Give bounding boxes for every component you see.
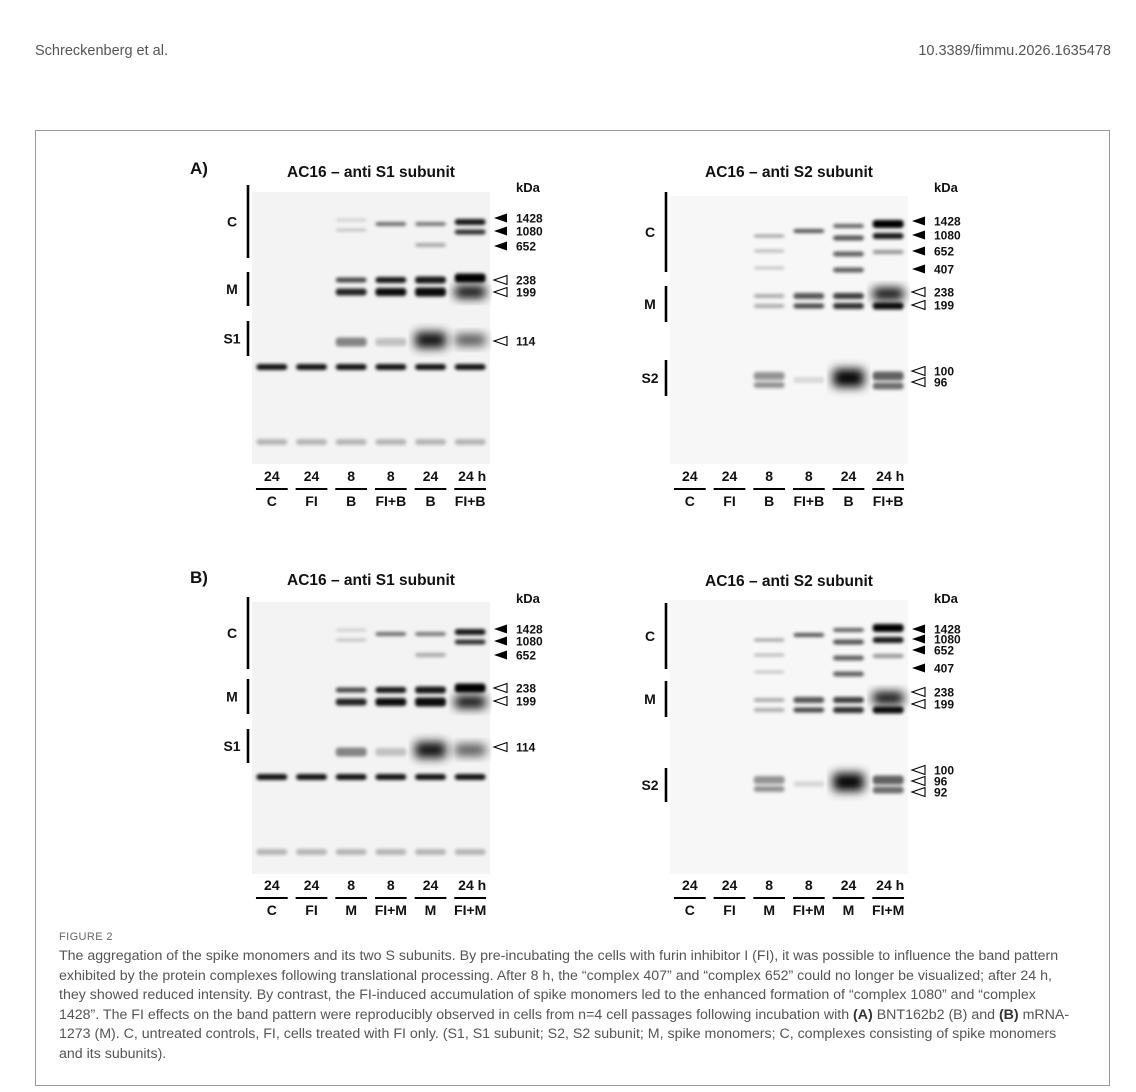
band: [793, 304, 824, 309]
band: [336, 229, 367, 232]
marker-value: 407: [934, 262, 955, 277]
marker-value: 238: [516, 681, 537, 696]
band: [833, 672, 864, 677]
band: [754, 382, 785, 388]
open-arrow-icon: [494, 276, 507, 285]
band: [336, 699, 367, 706]
lane-time: 24: [682, 468, 698, 484]
lane-time: 24 h: [876, 468, 905, 484]
lane-treatment: C: [684, 902, 695, 918]
band: [296, 364, 327, 370]
marker-value: 114: [516, 334, 536, 349]
blot-title: AC16 – anti S2 subunit: [705, 573, 873, 590]
band: [754, 250, 785, 253]
lane-time: 8: [804, 468, 813, 484]
lane-treatment: M: [842, 902, 855, 918]
blot-membrane: [670, 600, 908, 874]
filled-arrow-icon: [494, 242, 507, 251]
marker-value: 199: [934, 697, 955, 712]
band: [455, 439, 486, 445]
lane-time: 8: [765, 468, 774, 484]
band: [754, 235, 785, 238]
band: [455, 274, 486, 283]
marker-value: 652: [516, 648, 537, 663]
marker-value: 238: [934, 685, 955, 700]
band: [375, 774, 406, 780]
filled-arrow-icon: [912, 625, 925, 634]
open-arrow-icon: [912, 288, 925, 297]
lane-treatment: FI: [723, 902, 736, 918]
blot-s2: [641, 573, 961, 918]
marker-value: 652: [934, 643, 955, 658]
band: [375, 439, 406, 445]
panel-letter: A): [190, 159, 208, 178]
caption-ref-b: (B): [998, 1006, 1019, 1023]
band: [833, 252, 864, 257]
band: [415, 277, 446, 284]
kda-unit-label: kDa: [934, 180, 958, 195]
band: [336, 278, 367, 283]
blot-title: AC16 – anti S2 subunit: [705, 164, 873, 181]
band: [336, 439, 367, 445]
lane-treatment: B: [843, 493, 854, 509]
figure-caption: [59, 947, 1074, 1064]
band: [455, 774, 486, 780]
caption-text-3: mRNA-1273 (M). C, untreated controls, FI, cells treated with FI only. (S1, S1 subunit; S2, S2 subunit; M, spike monomers; C, complexes consisting of spike monomers and its subunits).: [59, 1006, 1070, 1062]
band: [754, 708, 785, 712]
band: [336, 364, 367, 370]
band: [873, 692, 904, 704]
band: [415, 742, 446, 758]
band: [336, 849, 367, 855]
band: [455, 219, 486, 225]
lane-treatment: FI+B: [872, 493, 904, 509]
lane-time: 8: [386, 877, 395, 893]
band: [754, 372, 785, 380]
open-arrow-icon: [912, 788, 925, 797]
band: [833, 293, 864, 299]
lane-treatment: B: [425, 493, 436, 509]
band: [793, 781, 824, 787]
lane-time: 24: [303, 877, 320, 893]
open-arrow-icon: [494, 743, 507, 752]
filled-arrow-icon: [912, 231, 925, 240]
blot-membrane: [670, 196, 908, 464]
marker-value: 1428: [516, 622, 543, 637]
caption-ref-a: (A): [853, 1006, 873, 1023]
band: [833, 369, 864, 387]
band: [873, 220, 904, 228]
band: [415, 774, 446, 780]
marker-value: 114: [516, 740, 536, 755]
band: [415, 332, 446, 348]
open-arrow-icon: [912, 378, 925, 387]
lane-treatment: FI: [305, 902, 318, 918]
band: [375, 632, 406, 636]
band: [754, 267, 785, 270]
filled-arrow-icon: [494, 214, 507, 223]
marker-value: 652: [934, 244, 955, 259]
lane-time: 24: [721, 877, 738, 893]
band: [793, 377, 824, 383]
band: [455, 684, 486, 693]
lane-treatment: C: [266, 493, 277, 509]
band: [455, 364, 486, 370]
band: [754, 294, 785, 298]
filled-arrow-icon: [912, 265, 925, 274]
open-arrow-icon: [912, 367, 925, 376]
panel-letter: B): [190, 568, 208, 587]
marker-value: 652: [516, 239, 537, 254]
lane-time: 24: [264, 877, 280, 893]
caption-text-1: The aggregation of the spike monomers and its two S subunits. By pre-incubating the cells with furin inhibitor I (FI), it was possible to influence the band pattern exhibited by the protein complexes following translational processing. After 8 h, the “complex 407” and “complex 652” could no longer be visualized; after 24 h, they showed reduced intensity. By contrast, the FI-induced accumulation of spike monomers led to the enhanced formation of “complex 1080” and “complex 1428”. The FI effects on the band pattern were reproducibly observed in cells from n=4 cell passages following incubation with: [59, 948, 1059, 1023]
band: [833, 268, 864, 273]
lane-treatment: FI+B: [793, 493, 825, 509]
group-label: S2: [641, 370, 659, 386]
kda-unit-label: kDa: [934, 591, 958, 606]
band: [455, 335, 486, 346]
kda-unit-label: kDa: [516, 591, 540, 606]
caption-text-2: BNT162b2 (B) and: [872, 1006, 999, 1023]
lane-treatment: FI+B: [454, 493, 486, 509]
band: [455, 745, 486, 756]
blot-membrane: [252, 602, 490, 874]
band: [793, 633, 824, 637]
lane-treatment: M: [763, 902, 776, 918]
band: [375, 338, 406, 346]
group-label: C: [644, 224, 656, 240]
band: [833, 707, 864, 713]
band: [296, 849, 327, 855]
band: [754, 786, 785, 792]
filled-arrow-icon: [494, 227, 507, 236]
blot-membrane: [252, 192, 490, 464]
marker-value: 199: [516, 694, 537, 709]
group-label: C: [644, 628, 656, 644]
band: [415, 288, 446, 297]
band: [455, 640, 486, 645]
band: [375, 288, 406, 296]
band: [415, 849, 446, 855]
lane-time: 24: [840, 877, 857, 893]
marker-value: 96: [934, 375, 948, 390]
open-arrow-icon: [494, 337, 507, 346]
blot-s2: [641, 164, 961, 509]
kda-unit-label: kDa: [516, 180, 540, 195]
band: [415, 687, 446, 694]
open-arrow-icon: [494, 288, 507, 297]
group-label: S2: [641, 777, 659, 793]
band: [415, 632, 446, 636]
band: [336, 629, 367, 632]
band: [833, 236, 864, 241]
lane-treatment: B: [764, 493, 775, 509]
filled-arrow-icon: [912, 217, 925, 226]
marker-value: 96: [934, 774, 948, 789]
band: [336, 639, 367, 642]
band: [256, 774, 287, 780]
marker-value: 1428: [934, 214, 961, 229]
marker-value: 100: [934, 763, 955, 778]
marker-value: 1080: [934, 228, 961, 243]
open-arrow-icon: [912, 700, 925, 709]
group-label: S1: [223, 738, 241, 754]
lane-time: 8: [347, 877, 356, 893]
running-header-doi[interactable]: 10.3389/fimmu.2026.1635478: [918, 43, 1111, 59]
lane-treatment: M: [345, 902, 358, 918]
lane-time: 24 h: [876, 877, 905, 893]
filled-arrow-icon: [912, 664, 925, 673]
band: [336, 688, 367, 693]
lane-treatment: FI+M: [454, 902, 487, 918]
figure-label: FIGURE 2: [59, 931, 113, 943]
filled-arrow-icon: [494, 625, 507, 634]
band: [336, 219, 367, 222]
band: [375, 849, 406, 855]
lane-treatment: FI+M: [792, 902, 825, 918]
band: [873, 654, 904, 658]
band: [455, 849, 486, 855]
marker-value: 92: [934, 785, 948, 800]
lane-time: 8: [347, 468, 356, 484]
band: [833, 628, 864, 632]
lane-time: 8: [765, 877, 774, 893]
group-label: C: [226, 213, 238, 230]
band: [873, 776, 904, 785]
band: [336, 338, 367, 347]
group-label: M: [226, 281, 238, 297]
band: [296, 439, 327, 445]
band: [336, 774, 367, 780]
band: [375, 687, 406, 693]
filled-arrow-icon: [494, 651, 507, 660]
lane-time: 24: [422, 877, 439, 893]
lane-treatment: B: [346, 493, 357, 509]
band: [873, 372, 904, 381]
marker-value: 100: [934, 364, 955, 379]
band: [754, 671, 785, 674]
marker-value: 1428: [516, 211, 543, 226]
band: [415, 698, 446, 707]
band: [833, 224, 864, 228]
band: [375, 222, 406, 226]
lane-treatment: FI: [305, 493, 318, 509]
marker-value: 199: [934, 298, 955, 313]
lane-time: 24: [840, 468, 857, 484]
lane-treatment: FI: [723, 493, 736, 509]
filled-arrow-icon: [912, 646, 925, 655]
lane-time: 8: [804, 877, 813, 893]
band: [873, 250, 904, 254]
group-label: M: [644, 691, 656, 707]
band: [793, 229, 824, 233]
band: [833, 303, 864, 309]
lane-treatment: FI+B: [375, 493, 407, 509]
blot-s1: [223, 572, 543, 918]
band: [455, 696, 486, 708]
band: [833, 656, 864, 661]
band: [455, 286, 486, 298]
lane-time: 24: [721, 468, 738, 484]
group-label: M: [226, 688, 238, 705]
band: [873, 637, 904, 643]
band: [375, 364, 406, 370]
marker-value: 1080: [516, 634, 543, 649]
group-label: C: [226, 625, 238, 641]
band: [873, 707, 904, 714]
group-label: M: [644, 296, 656, 312]
lane-time: 24: [682, 877, 698, 893]
marker-value: 1428: [934, 622, 961, 637]
open-arrow-icon: [494, 697, 507, 706]
lane-time: 8: [386, 468, 395, 484]
band: [415, 222, 446, 226]
open-arrow-icon: [494, 684, 507, 693]
band: [754, 654, 785, 657]
band: [375, 698, 406, 706]
marker-value: 1080: [516, 224, 543, 239]
band: [455, 230, 486, 235]
blot-title: AC16 – anti S1 subunit: [287, 164, 455, 181]
lane-time: 24: [422, 468, 439, 484]
marker-value: 199: [516, 285, 537, 300]
band: [415, 653, 446, 657]
band: [415, 243, 446, 247]
band: [833, 697, 864, 703]
band: [256, 849, 287, 855]
running-header-authors: Schreckenberg et al.: [35, 43, 168, 59]
marker-value: 1080: [934, 632, 961, 647]
band: [296, 774, 327, 780]
band: [754, 639, 785, 642]
filled-arrow-icon: [912, 635, 925, 644]
band: [873, 383, 904, 390]
band: [873, 288, 904, 300]
band: [336, 289, 367, 296]
band: [375, 277, 406, 283]
band: [793, 293, 824, 299]
band: [256, 364, 287, 370]
lane-time: 24: [303, 468, 320, 484]
open-arrow-icon: [912, 777, 925, 786]
band: [873, 787, 904, 794]
filled-arrow-icon: [912, 247, 925, 256]
lane-time: 24 h: [458, 877, 487, 893]
band: [833, 773, 864, 791]
group-label: S1: [223, 330, 241, 347]
band: [793, 697, 824, 703]
lane-time: 24: [264, 468, 280, 484]
marker-value: 238: [934, 285, 955, 300]
lane-treatment: C: [266, 902, 277, 918]
open-arrow-icon: [912, 301, 925, 310]
band: [415, 439, 446, 445]
open-arrow-icon: [912, 688, 925, 697]
band: [873, 303, 904, 310]
band: [455, 629, 486, 635]
band: [336, 748, 367, 757]
blot-title: AC16 – anti S1 subunit: [287, 572, 455, 589]
band: [833, 640, 864, 645]
band: [873, 233, 904, 239]
marker-value: 238: [516, 273, 537, 288]
marker-value: 407: [934, 661, 955, 676]
lane-treatment: M: [424, 902, 437, 918]
band: [415, 364, 446, 370]
band: [375, 748, 406, 756]
filled-arrow-icon: [494, 637, 507, 646]
band: [873, 624, 904, 632]
lane-treatment: C: [684, 493, 695, 509]
open-arrow-icon: [912, 766, 925, 775]
band: [754, 776, 785, 784]
band: [256, 439, 287, 445]
band: [754, 698, 785, 702]
blot-s1: [223, 164, 543, 509]
band: [793, 708, 824, 713]
lane-time: 24 h: [458, 468, 487, 484]
lane-treatment: FI+M: [872, 902, 905, 918]
lane-treatment: FI+M: [374, 902, 407, 918]
band: [754, 304, 785, 308]
